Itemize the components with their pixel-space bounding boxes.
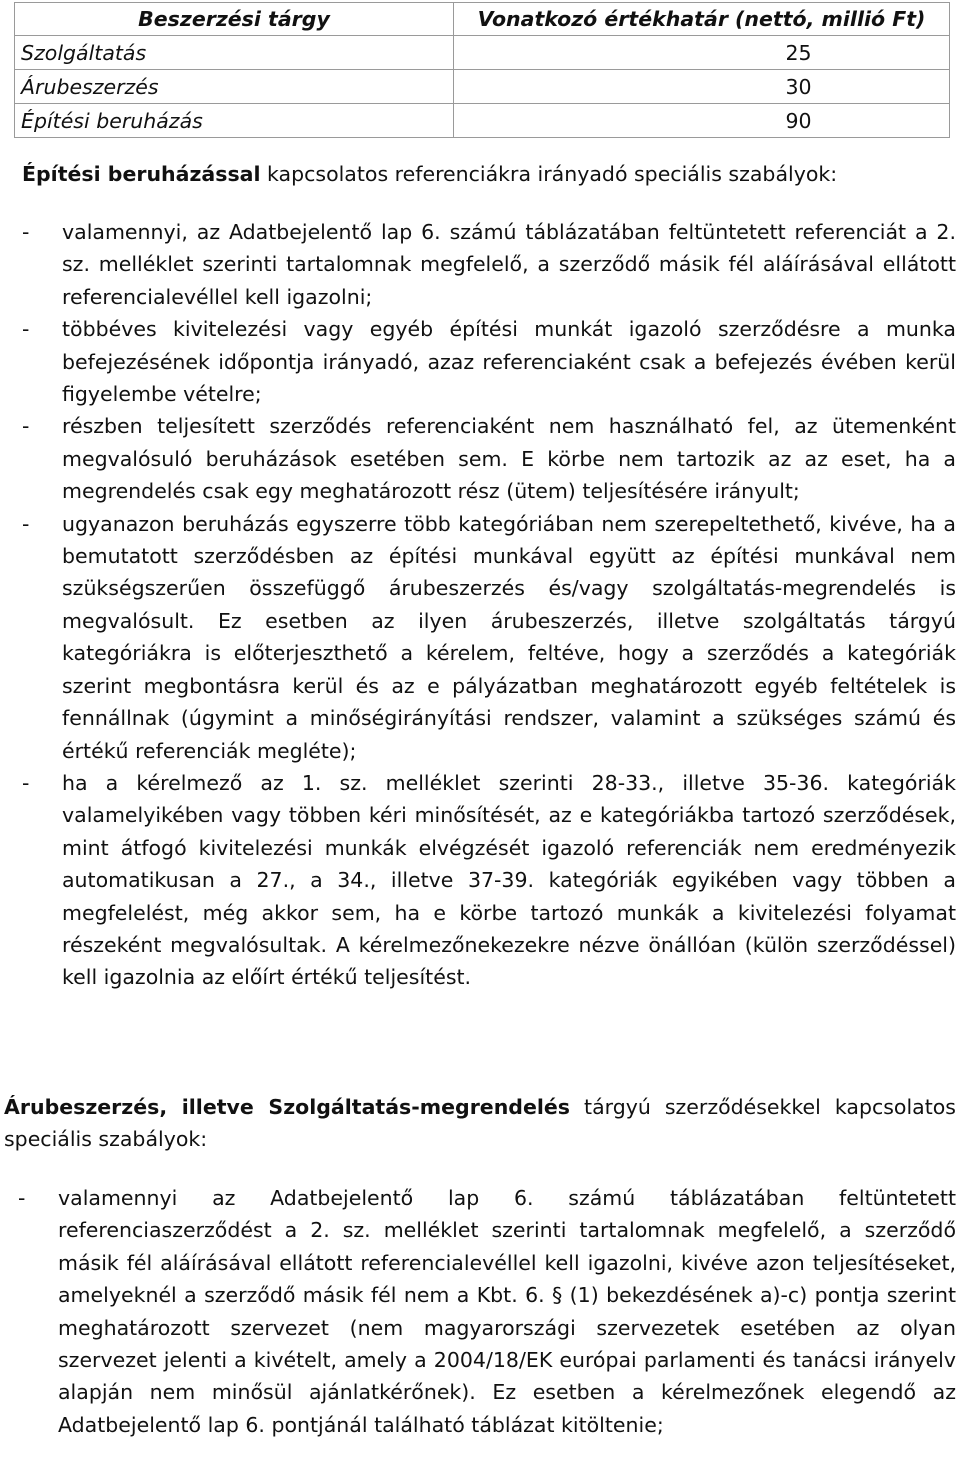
list-item (22, 216, 956, 313)
list-item (18, 1182, 956, 1441)
section1-heading-bold: Építési beruházással (22, 162, 261, 186)
section2-heading-rest: tárgyú szerződésekkel kapcsolatos speciális szabályok: (4, 1095, 956, 1152)
section2-heading (4, 1091, 956, 1156)
table-row (15, 104, 950, 138)
bullet-dash: - (18, 1186, 26, 1210)
bullet-dash: - (22, 770, 30, 795)
bullet-dash: - (22, 414, 30, 439)
list-item-text: ha a kérelmező az 1. sz. melléklet szerinti 28-33., illetve 35-36. kategóriák valamelyikében vagy többen kéri minősítését, az e kategóriákba tartozó szerződések, mint átfogó kivitelezési munkák elvégzését igazoló referenciák nem eredményezik automatikusan a 27., a 34., illetve 37-39. kategóriák egyikében vagy többen a megfelelést, még akkor sem, ha e körbe tartozó munkák a kivitelezési folyamat részeként megvalósultak. A kérelmezőnekezekre nézve önállóan (külön szerződéssel) kell igazolnia az előírt értékű teljesítést. (62, 770, 956, 990)
table-row (15, 70, 950, 104)
list-item-text: többéves kivitelezési vagy egyéb építési munkát igazoló szerződésre a munka befejezésének időpontja irányadó, azaz referenciaként csak a befejezés évében kerül figyelembe vételre; (62, 317, 956, 407)
list-item-text: ugyanazon beruházás egyszerre több kategóriában nem szerepeltethető, kivéve, ha a bemutatott szerződésben az építési munkával együtt az építési munkával nem szükségszerűen összefüggő árubeszerzés és/vagy szolgáltatás-megrendelés is megvalósult. Ez esetben az ilyen árubeszerzés, illetve szolgáltatás tárgyú kategóriákra is előterjeszthető a kérelem, feltéve, hogy a szerződés a kategóriák szerint megbontásra kerül és az e pályázatban meghatározott egyéb feltételek is fennállnak (úgymint a minőségirányítási rendszer, valamint a szükséges számú és értékű referenciák megléte); (62, 511, 956, 763)
list-item (22, 410, 956, 507)
list-item-text: részben teljesített szerződés referenciaként nem használható fel, az ütemenként megvalósuló beruházások esetében sem. E körbe nem tartozik az az eset, ha a megrendelés csak egy meghatározott rész (ütem) teljesítésére irányult; (62, 414, 956, 504)
list-item (22, 313, 956, 410)
table-cell-category: Építési beruházás (15, 104, 454, 138)
table-cell-value: 90 (454, 104, 950, 138)
section1-heading (22, 158, 952, 190)
section2-list (18, 1182, 956, 1441)
section2-heading-bold: Árubeszerzés, illetve Szolgáltatás-megrendelés (4, 1095, 571, 1119)
list-item (22, 767, 956, 994)
bullet-dash: - (22, 220, 30, 244)
section1-list (22, 216, 956, 994)
list-item (22, 508, 956, 767)
table-cell-category: Árubeszerzés (15, 70, 454, 104)
table-header-threshold: Vonatkozó értékhatár (nettó, millió Ft) (454, 3, 950, 36)
section1-heading-rest: kapcsolatos referenciákra irányadó speciális szabályok: (260, 162, 838, 186)
table-cell-category: Szolgáltatás (15, 36, 454, 70)
table-cell-value: 30 (454, 70, 950, 104)
table-row (15, 36, 950, 70)
list-item-text: valamennyi, az Adatbejelentő lap 6. számú táblázatában feltüntetett referenciát a 2. sz. melléklet szerinti tartalomnak megfelelő, a szerződő másik fél aláírásával ellátott referencialevéllel kell igazolni; (62, 220, 956, 309)
list-item-text: valamennyi az Adatbejelentő lap 6. számú táblázatában feltüntetett referenciaszerződést a 2. sz. melléklet szerinti tartalomnak megfelelő, a szerződő másik fél aláírásával ellátott referencialevéllel kell igazolni, kivéve azon teljesítéseket, amelyeknél a szerződő másik fél nem a Kbt. 6. § (1) bekezdésének a)-c) pontja szerint meghatározott szervezet (nem magyarországi szervezetek esetében az olyan szervezet jelenti a kivételt, amely a 2004/18/EK európai parlamenti és tanácsi irányelv alapján nem minősül ajánlatkérőnek). Ez esetben a kérelmezőnek elegendő az Adatbejelentő lap 6. pontjánál található táblázat kitöltenie; (58, 1186, 956, 1437)
threshold-table (14, 2, 950, 138)
bullet-dash: - (22, 511, 30, 536)
table-cell-value: 25 (454, 36, 950, 70)
table-header-subject: Beszerzési tárgy (15, 3, 454, 36)
bullet-dash: - (22, 317, 30, 342)
table-header-row (15, 3, 950, 36)
